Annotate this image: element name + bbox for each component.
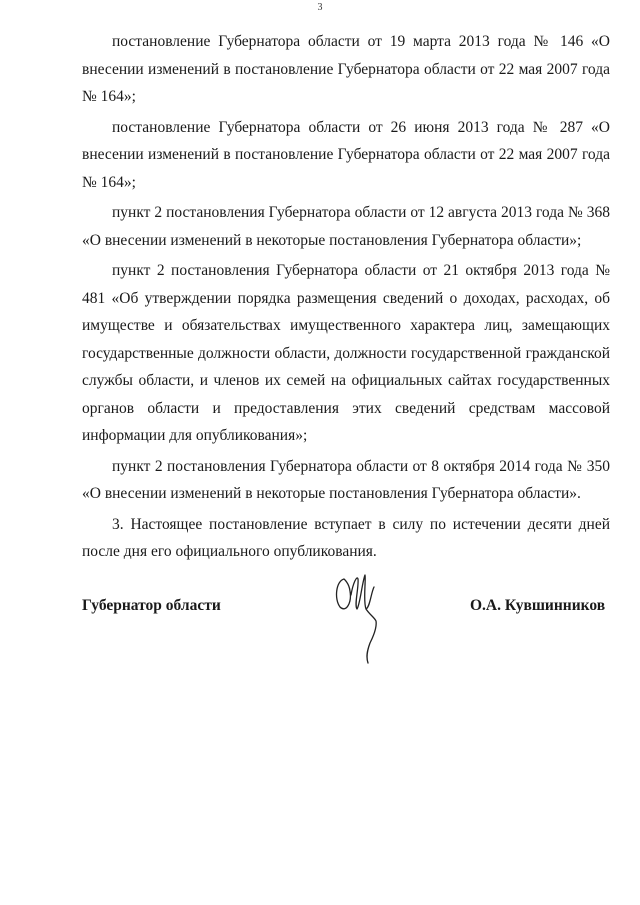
signatory-name: О.А. Кувшинников [470, 597, 606, 614]
document-body [82, 28, 610, 569]
paragraph-effective-date: 3. Настоящее постановление вступает в силу по истечении десяти дней после дня его официального опубликования. [82, 515, 610, 560]
page-number: 3 [317, 2, 323, 13]
handwritten-signature [330, 565, 400, 665]
paragraph-resolution-287: постановление Губернатора области от 26 июня 2013 года № 287 «О внесении изменений в постановление Губернатора области от 22 мая 2007 года № 164»; [82, 118, 610, 191]
signatory-title: Губернатор области [82, 597, 221, 614]
signature-block [0, 565, 640, 675]
paragraph-resolution-350: пункт 2 постановления Губернатора области от 8 октября 2014 года № 350 «О внесении изменений в некоторые постановления Губернатора области». [82, 457, 610, 502]
paragraph-resolution-368: пункт 2 постановления Губернатора области от 12 августа 2013 года № 368 «О внесении изменений в некоторые постановления Губернатора области»; [82, 204, 610, 249]
paragraph-resolution-481: пункт 2 постановления Губернатора области от 21 октября 2013 года № 481 «Об утверждении порядка размещения сведений о доходах, расходах, об имуществе и обязательствах имущественного характера лиц, замещающих государственные должности области, должности государственной гражданской службы области, и членов их семей на официальных сайтах государственных органов области и предоставления этих сведений средствам массовой информации для опубликования»; [82, 262, 610, 444]
paragraph-resolution-146: постановление Губернатора области от 19 марта 2013 года № 146 «О внесении изменений в постановление Губернатора области от 22 мая 2007 года № 164»; [82, 33, 610, 105]
